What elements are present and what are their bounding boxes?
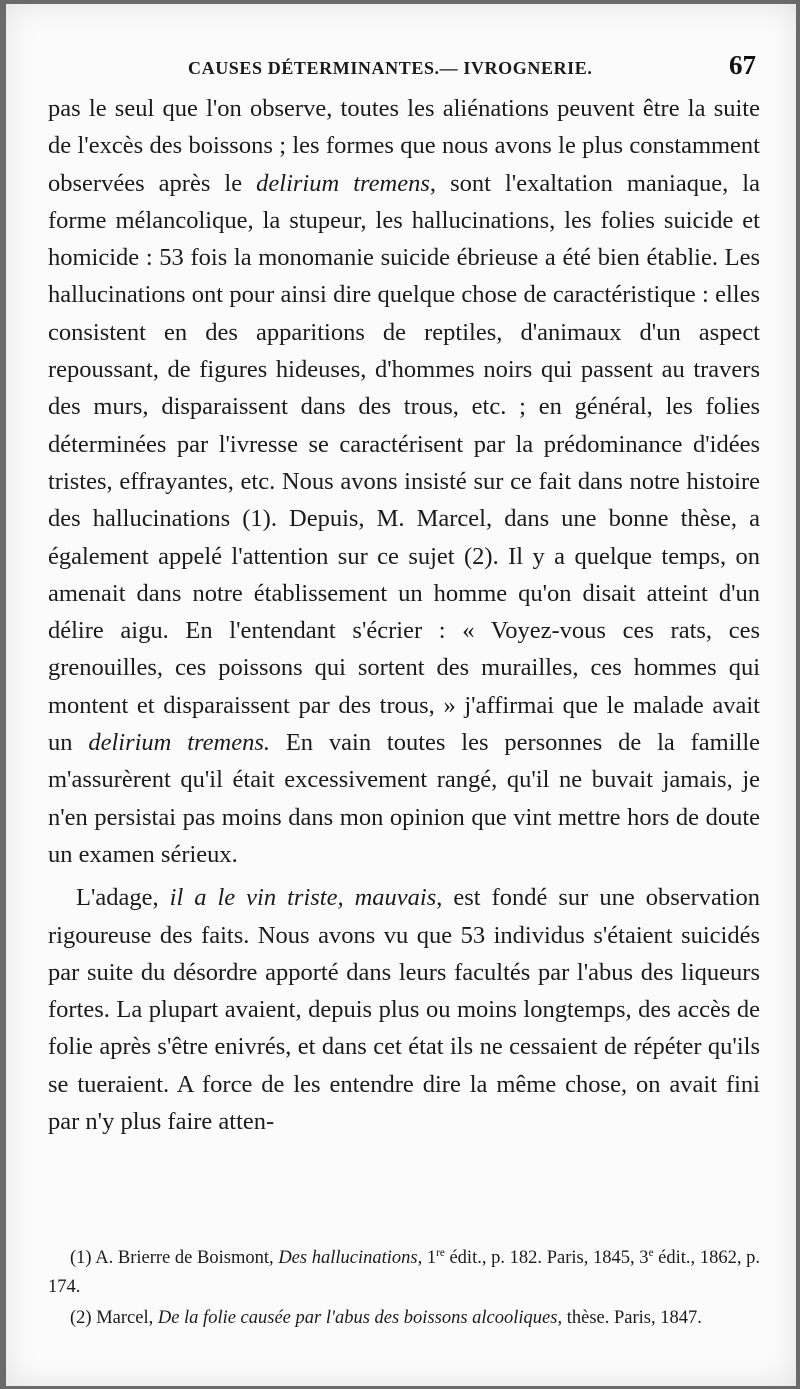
footnote-1-italic: Des hallucinations (278, 1248, 418, 1268)
page-header (48, 50, 756, 84)
paragraph-2 (48, 879, 760, 1140)
footnote-1-text-b: , 1 (417, 1248, 437, 1268)
paragraph-1-text-a: pas le seul que l'on observe, toutes les aliénations peuvent être la suite de l'excès des boissons ; les formes que nous avons le plus constamment observées après le (48, 95, 760, 197)
footnote-2 (48, 1304, 760, 1333)
paragraph-1 (48, 90, 760, 873)
footnote-2-text-a: (2) Marcel, (70, 1308, 158, 1328)
main-text (48, 90, 760, 1140)
footnote-1-text-d: édit., 1862, p. 174. (48, 1248, 760, 1297)
footnote-1-sup-a: re (436, 1246, 445, 1259)
paragraph-2-italic-a: il a le vin triste, mauvais (169, 884, 437, 912)
paragraph-2-text-a: L'adage, (76, 884, 170, 912)
paragraph-1-text-b: , sont l'exaltation maniaque, la forme mélancolique, la stupeur, les hallucinations, les folies suicide et homicide : 53 fois la monomanie suicide ébrieuse a été bien établie. Les hallucinations ont pour ainsi dire quelque chose de caractéristique : elles consistent en des apparitions de reptiles, d'animaux d'un aspect repoussant, de figures hideuses, d'hommes noirs qui passent au travers des murs, disparaissent dans des trous, etc. ; en général, les folies déterminées par l'ivresse se caractérisent par la prédominance d'idées tristes, effrayantes, etc. Nous avons insisté sur ce fait dans notre histoire des hallucinations (1). Depuis, M. Marcel, dans une bonne thèse, a également appelé l'attention sur ce sujet (2). Il y a quelque temps, on amenait dans notre établissement un homme qu'on disait atteint d'un délire aigu. En l'entendant s'écrier : « Voyez-vous ces rats, ces grenouilles, ces poissons qui sortent des murailles, ces hommes qui montent et disparaissent par des trous, » j'affirmai que le malade avait un (48, 169, 760, 757)
footnote-1 (48, 1244, 760, 1302)
paragraph-2-text-b: , est fondé sur une observation rigoureuse des faits. Nous avons vu que 53 individus s'étaient suicidés par suite du désordre apporté dans leurs facultés par l'abus des liqueurs fortes. La plupart avaient, depuis plus ou moins longtemps, des accès de folie après s'être enivrés, et dans cet état ils ne cessaient de répéter qu'ils se tueraient. A force de les entendre dire la même chose, on avait fini par n'y plus faire atten- (48, 884, 761, 1136)
page-number: 67 (729, 50, 756, 80)
footnote-1-text-c: édit., p. 182. Paris, 1845, 3 (444, 1248, 649, 1268)
paragraph-1-text-c: En vain toutes les personnes de la famille m'assurèrent qu'il était excessivement rangé, qu'il ne buvait jamais, je n'en persistai pas moins dans mon opinion que vint mettre hors de doute un examen sérieux. (48, 729, 761, 868)
paragraph-1-italic-a: delirium tremens (256, 169, 430, 197)
paragraph-1-italic-b: delirium tremens. (88, 729, 270, 757)
book-page (6, 4, 796, 1386)
footnote-2-text-b: , thèse. Paris, 1847. (557, 1308, 702, 1328)
footnotes (48, 1244, 760, 1335)
footnote-1-text-a: (1) A. Brierre de Boismont, (70, 1248, 279, 1268)
footnote-2-italic: De la folie causée par l'abus des boissons alcooliques (157, 1308, 558, 1328)
running-title: CAUSES DÉTERMINANTES.— IVROGNERIE. (188, 58, 593, 78)
footnote-1-sup-b: e (648, 1246, 654, 1259)
